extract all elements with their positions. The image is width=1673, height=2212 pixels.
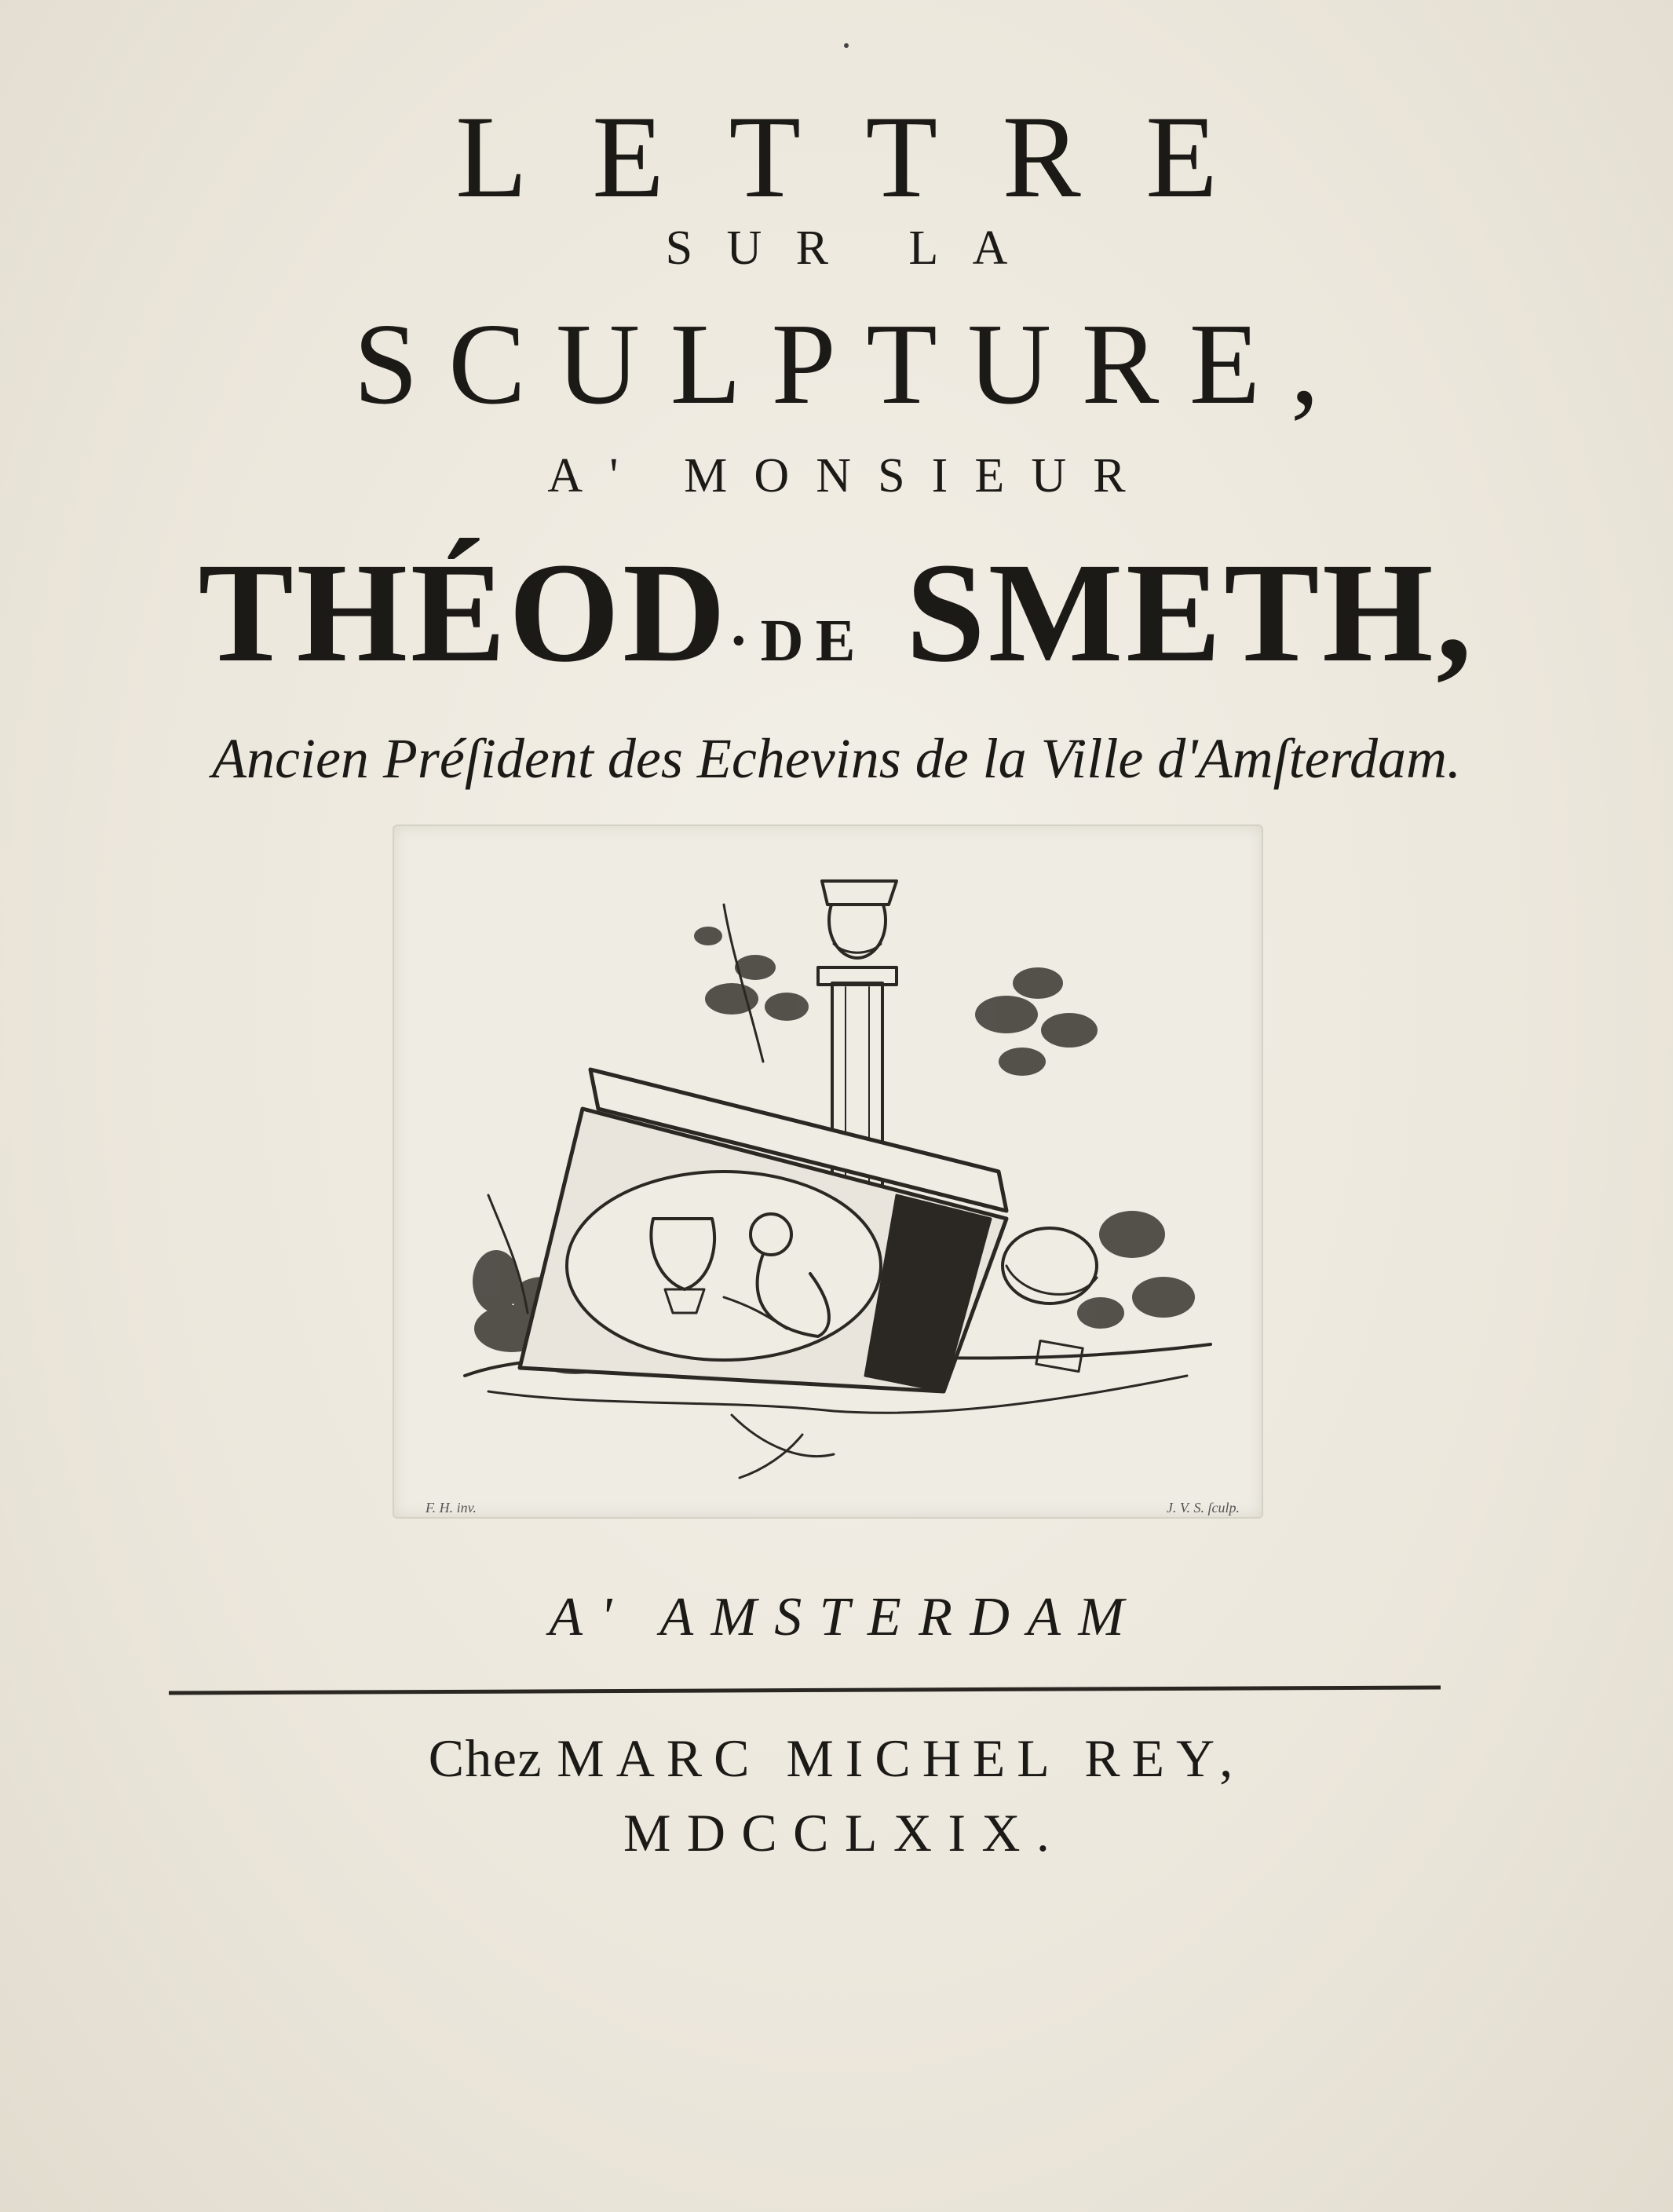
imprint-publisher <box>0 1728 1673 1788</box>
dedicatee-last-name: SMETH, <box>905 534 1475 692</box>
dedicatee-first-name: THÉOD <box>198 534 729 692</box>
ink-speck <box>844 43 849 48</box>
publisher-name: MARC MICHEL REY, <box>557 1728 1245 1788</box>
dedicatee-title: Ancien Préſident des Echevins de la Ville d'Amſterdam. <box>212 727 1461 790</box>
engraving-credit-inventor: F. H. inv. <box>426 1500 477 1515</box>
engraving-credit-engraver: J. V. S. ſculp. <box>1166 1500 1240 1515</box>
imprint-place: A' AMSTERDAM <box>549 1587 1142 1647</box>
title-word-sculpture: SCULPTURE, <box>353 300 1350 429</box>
engraved-vignette <box>393 824 1263 1519</box>
dedicatee-name <box>0 534 1673 692</box>
dedicatee-name-separator: · <box>729 608 761 674</box>
dedication-a-monsieur: A' MONSIEUR <box>547 449 1152 503</box>
vignette-illustration <box>394 826 1262 1517</box>
imprint-rule <box>169 1685 1441 1695</box>
imprint-year: MDCCLXIX. <box>623 1803 1066 1863</box>
title-sur-la: SUR LA <box>665 221 1042 275</box>
title-word-lettre: LETTRE <box>455 92 1283 222</box>
dedicatee-particle: DE <box>760 608 868 674</box>
publisher-prefix: Chez <box>428 1728 542 1788</box>
